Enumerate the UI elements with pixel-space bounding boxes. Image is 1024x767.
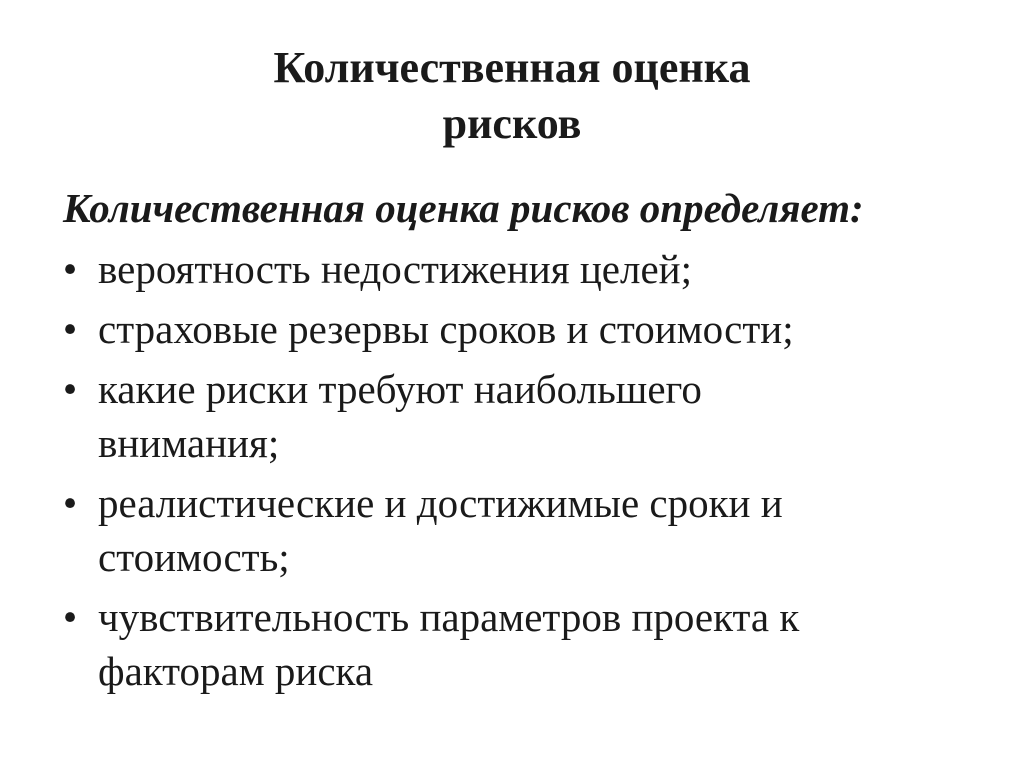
bullet-text-continuation: стоимость;: [98, 534, 290, 580]
bullet-text: вероятность недостижения целей;: [98, 246, 692, 292]
bullet-icon: •: [62, 594, 78, 640]
slide-title-line-1: Количественная оценка: [273, 43, 751, 92]
slide-subtitle: Количественная оценка рисков определяет:: [63, 185, 864, 231]
bullet-item: [0, 242, 1024, 296]
bullet-item: [0, 362, 1024, 470]
bullet-list: [0, 242, 1024, 704]
bullet-icon: •: [62, 366, 78, 412]
bullet-text: чувствительность параметров проекта к: [98, 594, 800, 640]
bullet-text: какие риски требуют наибольшего: [98, 366, 702, 412]
bullet-text-continuation: внимания;: [98, 420, 280, 466]
bullet-text: реалистические и достижимые сроки и: [98, 480, 783, 526]
bullet-icon: •: [62, 306, 78, 352]
bullet-icon: •: [62, 480, 78, 526]
bullet-item: [0, 476, 1024, 584]
bullet-text: страховые резервы сроков и стоимости;: [98, 306, 794, 352]
slide-title-line-2: рисков: [442, 99, 582, 148]
bullet-text-continuation: факторам риска: [98, 648, 374, 694]
slide-title: [0, 40, 1024, 152]
bullet-item: [0, 302, 1024, 356]
bullet-icon: •: [62, 246, 78, 292]
bullet-item: [0, 590, 1024, 698]
